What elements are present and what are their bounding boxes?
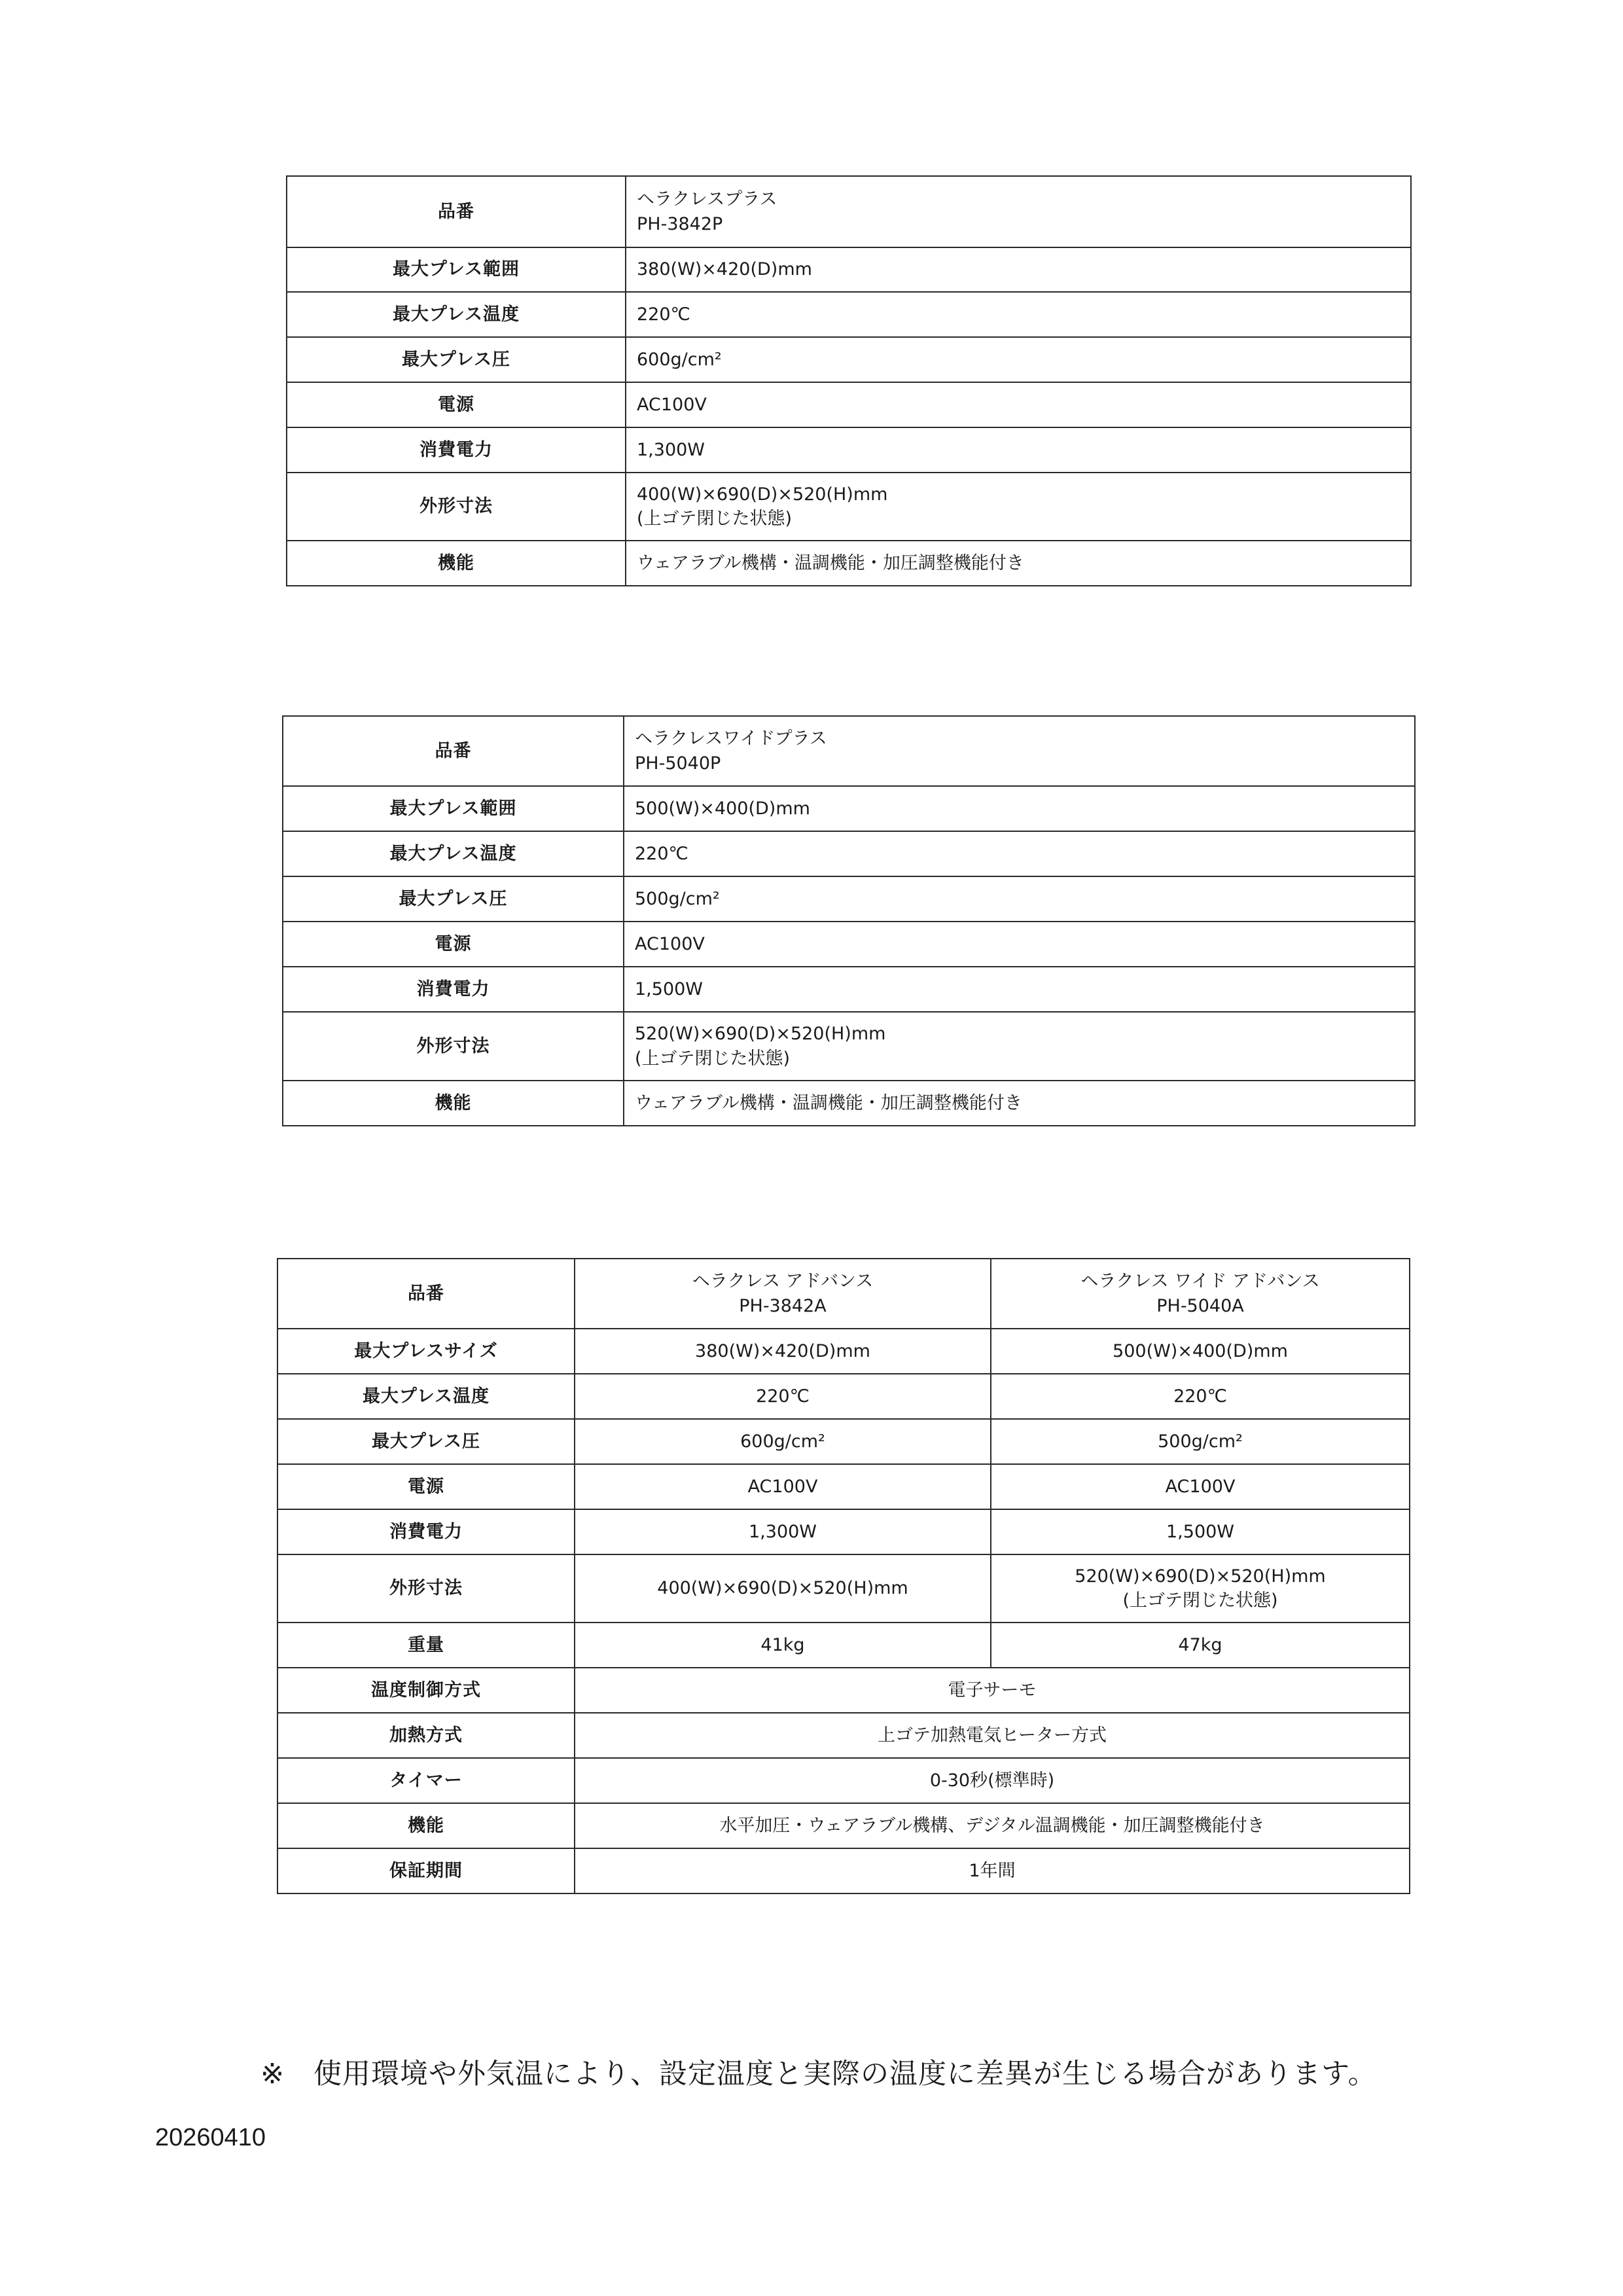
table-row xyxy=(283,876,1415,922)
row-label: 機能 xyxy=(287,541,626,586)
row-label: 最大プレス温度 xyxy=(283,831,624,876)
row-label: 外形寸法 xyxy=(287,473,626,541)
row-value: 220℃ xyxy=(624,831,1415,876)
table-row xyxy=(283,831,1415,876)
value-b xyxy=(991,1554,1410,1623)
row-value: 220℃ xyxy=(626,292,1411,337)
shared-value: 1年間 xyxy=(575,1848,1410,1893)
row-value: 1,500W xyxy=(624,967,1415,1012)
row-label: 品番 xyxy=(283,716,624,786)
table-row xyxy=(277,1758,1410,1803)
table-row xyxy=(283,1012,1415,1081)
row-label: 消費電力 xyxy=(277,1509,575,1554)
row-label: 電源 xyxy=(283,922,624,967)
value-b: 47kg xyxy=(991,1623,1410,1668)
row-value: 600g/cm² xyxy=(626,337,1411,382)
row-value: 1,300W xyxy=(626,427,1411,473)
row-label: 保証期間 xyxy=(277,1848,575,1893)
value-a: AC100V xyxy=(575,1464,991,1509)
row-label: 最大プレス圧 xyxy=(287,337,626,382)
row-value: AC100V xyxy=(624,922,1415,967)
spec-table-hercules-plus xyxy=(286,175,1412,586)
value-b: 1,500W xyxy=(991,1509,1410,1554)
table-row xyxy=(283,1081,1415,1126)
shared-value: 上ゴテ加熱電気ヒーター方式 xyxy=(575,1713,1410,1758)
model-number: PH-3842P xyxy=(637,213,723,234)
row-value: ウェアラブル機構・温調機能・加圧調整機能付き xyxy=(624,1081,1415,1126)
table-row xyxy=(283,786,1415,831)
table-row xyxy=(287,382,1411,427)
table-row xyxy=(287,247,1411,292)
product-name: ヘラクレスワイドプラス xyxy=(635,728,827,749)
table-row xyxy=(277,1623,1410,1668)
product-name-cell xyxy=(624,716,1415,786)
table-row xyxy=(277,1713,1410,1758)
value-a: 41kg xyxy=(575,1623,991,1668)
table-row xyxy=(287,427,1411,473)
table-row xyxy=(277,1464,1410,1509)
row-label: 外形寸法 xyxy=(283,1012,624,1081)
row-label: 品番 xyxy=(287,176,626,247)
row-value xyxy=(626,473,1411,541)
row-value: ウェアラブル機構・温調機能・加圧調整機能付き xyxy=(626,541,1411,586)
spec-table-hercules-wide-plus xyxy=(282,715,1416,1126)
model-number: PH-5040P xyxy=(635,753,721,774)
row-value xyxy=(624,1012,1415,1081)
value-a: 380(W)×420(D)mm xyxy=(575,1329,991,1374)
row-label: 機能 xyxy=(277,1803,575,1848)
value-a: 400(W)×690(D)×520(H)mm xyxy=(575,1554,991,1623)
product-name: ヘラクレス ワイド アドバンス xyxy=(1080,1271,1320,1292)
value-b: 500(W)×400(D)mm xyxy=(991,1329,1410,1374)
shared-value: 電子サーモ xyxy=(575,1668,1410,1713)
row-value: AC100V xyxy=(626,382,1411,427)
value-a: 220℃ xyxy=(575,1374,991,1419)
row-label: 電源 xyxy=(287,382,626,427)
product-name-cell xyxy=(575,1259,991,1329)
row-label: 品番 xyxy=(277,1259,575,1329)
row-value: 500(W)×400(D)mm xyxy=(624,786,1415,831)
table-row xyxy=(277,1668,1410,1713)
table-row xyxy=(277,1509,1410,1554)
row-label: 最大プレス範囲 xyxy=(283,786,624,831)
value-b: 500g/cm² xyxy=(991,1419,1410,1464)
document-code: 20260410 xyxy=(155,2124,266,2151)
dimensions: 400(W)×690(D)×520(H)mm xyxy=(637,484,888,505)
row-label: 機能 xyxy=(283,1081,624,1126)
temperature-disclaimer: ※ 使用環境や外気温により、設定温度と実際の温度に差異が生じる場合があります。 xyxy=(260,2058,1377,2090)
row-label: 消費電力 xyxy=(283,967,624,1012)
table-row xyxy=(277,1329,1410,1374)
table-row xyxy=(287,473,1411,541)
value-b: 220℃ xyxy=(991,1374,1410,1419)
row-label: 最大プレス圧 xyxy=(283,876,624,922)
row-label: 最大プレスサイズ xyxy=(277,1329,575,1374)
row-label: 消費電力 xyxy=(287,427,626,473)
dimensions: 520(W)×690(D)×520(H)mm xyxy=(635,1024,886,1045)
table-row xyxy=(287,541,1411,586)
product-name: ヘラクレスプラス xyxy=(637,189,777,210)
spec-table-advance-comparison xyxy=(277,1258,1410,1894)
row-label: 最大プレス温度 xyxy=(287,292,626,337)
table-row xyxy=(277,1259,1410,1329)
table-row xyxy=(283,967,1415,1012)
model-number: PH-5040A xyxy=(1156,1295,1244,1316)
table-row xyxy=(287,292,1411,337)
table-row xyxy=(277,1803,1410,1848)
row-label: 外形寸法 xyxy=(277,1554,575,1623)
row-value: 500g/cm² xyxy=(624,876,1415,922)
value-a: 1,300W xyxy=(575,1509,991,1554)
model-number: PH-3842A xyxy=(739,1295,827,1316)
table-row xyxy=(287,337,1411,382)
shared-value: 0-30秒(標準時) xyxy=(575,1758,1410,1803)
row-label: 最大プレス範囲 xyxy=(287,247,626,292)
table-row xyxy=(277,1374,1410,1419)
shared-value: 水平加圧・ウェアラブル機構、デジタル温調機能・加圧調整機能付き xyxy=(575,1803,1410,1848)
product-name: ヘラクレス アドバンス xyxy=(692,1271,874,1292)
dimensions: 520(W)×690(D)×520(H)mm xyxy=(1075,1566,1326,1587)
table-row xyxy=(277,1848,1410,1893)
table-row xyxy=(287,176,1411,247)
row-label: 最大プレス圧 xyxy=(277,1419,575,1464)
value-b: AC100V xyxy=(991,1464,1410,1509)
dimensions-note: (上ゴテ閉じた状態) xyxy=(635,1048,791,1069)
table-row xyxy=(277,1419,1410,1464)
table-row xyxy=(283,922,1415,967)
dimensions-note: (上ゴテ閉じた状態) xyxy=(1122,1590,1278,1611)
table-row xyxy=(283,716,1415,786)
row-label: 最大プレス温度 xyxy=(277,1374,575,1419)
row-label: 加熱方式 xyxy=(277,1713,575,1758)
product-name-cell xyxy=(626,176,1411,247)
value-a: 600g/cm² xyxy=(575,1419,991,1464)
row-label: 電源 xyxy=(277,1464,575,1509)
row-label: 重量 xyxy=(277,1623,575,1668)
table-row xyxy=(277,1554,1410,1623)
row-label: 温度制御方式 xyxy=(277,1668,575,1713)
product-name-cell xyxy=(991,1259,1410,1329)
row-value: 380(W)×420(D)mm xyxy=(626,247,1411,292)
row-label: タイマー xyxy=(277,1758,575,1803)
dimensions-note: (上ゴテ閉じた状態) xyxy=(637,509,793,529)
